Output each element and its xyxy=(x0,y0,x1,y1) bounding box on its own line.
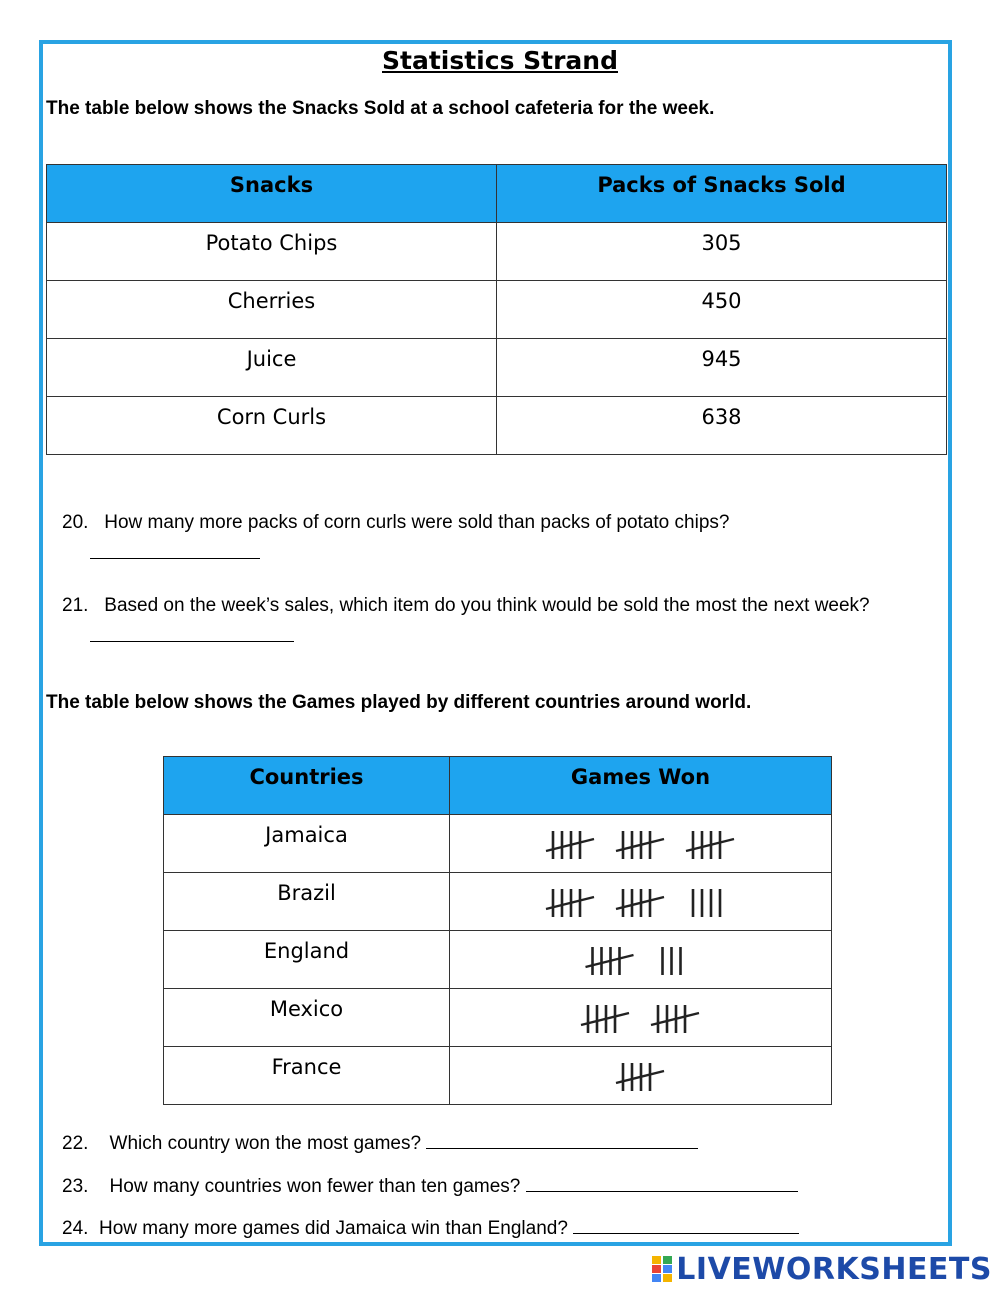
snack-name: Juice xyxy=(47,339,497,397)
table-row xyxy=(164,815,832,873)
table-row xyxy=(164,931,832,989)
packs-sold-header: Packs of Snacks Sold xyxy=(497,165,947,223)
countries-header: Countries xyxy=(164,757,450,815)
games-table xyxy=(163,756,832,1105)
table-row xyxy=(47,339,947,397)
games-won-header: Games Won xyxy=(450,757,832,815)
question-number: 22. xyxy=(62,1133,89,1154)
table-row xyxy=(164,873,832,931)
question-text: How many more packs of corn curls were sold than packs of potato chips? xyxy=(104,512,730,533)
tally-marks xyxy=(461,941,821,981)
answer-21-blank[interactable] xyxy=(90,641,294,642)
snack-name: Potato Chips xyxy=(47,223,497,281)
table-row xyxy=(164,1047,832,1105)
question-24 xyxy=(62,1215,799,1240)
country-name: Jamaica xyxy=(164,815,450,873)
liveworksheets-blocks-icon xyxy=(652,1256,672,1282)
country-name: Mexico xyxy=(164,989,450,1047)
answer-23-blank[interactable] xyxy=(526,1173,798,1192)
question-21 xyxy=(62,595,870,617)
answer-22-blank[interactable] xyxy=(426,1130,698,1149)
table-row xyxy=(164,989,832,1047)
question-22 xyxy=(62,1130,698,1155)
question-text: Based on the week’s sales, which item do you think would be sold the most the next week? xyxy=(104,595,870,616)
brand-text: LIVEWORKSHEETS xyxy=(676,1252,992,1287)
question-23 xyxy=(62,1173,798,1198)
question-20 xyxy=(62,512,729,534)
page-title: Statistics Strand xyxy=(382,46,618,75)
snack-name: Corn Curls xyxy=(47,397,497,455)
table-row xyxy=(47,281,947,339)
answer-20-blank[interactable] xyxy=(90,558,260,559)
snack-sold: 450 xyxy=(497,281,947,339)
question-text: Which country won the most games? xyxy=(109,1133,422,1154)
question-number: 24. xyxy=(62,1218,89,1239)
table-row xyxy=(47,397,947,455)
snacks-header: Snacks xyxy=(47,165,497,223)
snack-sold: 945 xyxy=(497,339,947,397)
snack-name: Cherries xyxy=(47,281,497,339)
country-name: Brazil xyxy=(164,873,450,931)
snack-sold: 305 xyxy=(497,223,947,281)
liveworksheets-logo xyxy=(652,1252,992,1287)
tally-marks xyxy=(461,825,821,865)
question-number: 20. xyxy=(62,512,89,533)
snacks-table xyxy=(46,164,947,455)
tally-marks xyxy=(461,883,821,923)
question-text: How many more games did Jamaica win than England? xyxy=(98,1218,568,1239)
question-text: How many countries won fewer than ten games? xyxy=(109,1176,521,1197)
table-row xyxy=(47,223,947,281)
snack-sold: 638 xyxy=(497,397,947,455)
answer-24-blank[interactable] xyxy=(573,1215,799,1234)
question-number: 21. xyxy=(62,595,89,616)
games-intro: The table below shows the Games played by different countries around world. xyxy=(46,692,752,713)
country-name: France xyxy=(164,1047,450,1105)
country-name: England xyxy=(164,931,450,989)
tally-marks xyxy=(461,999,821,1039)
snacks-intro: The table below shows the Snacks Sold at a school cafeteria for the week. xyxy=(46,98,715,119)
question-number: 23. xyxy=(62,1176,89,1197)
tally-marks xyxy=(461,1057,821,1097)
